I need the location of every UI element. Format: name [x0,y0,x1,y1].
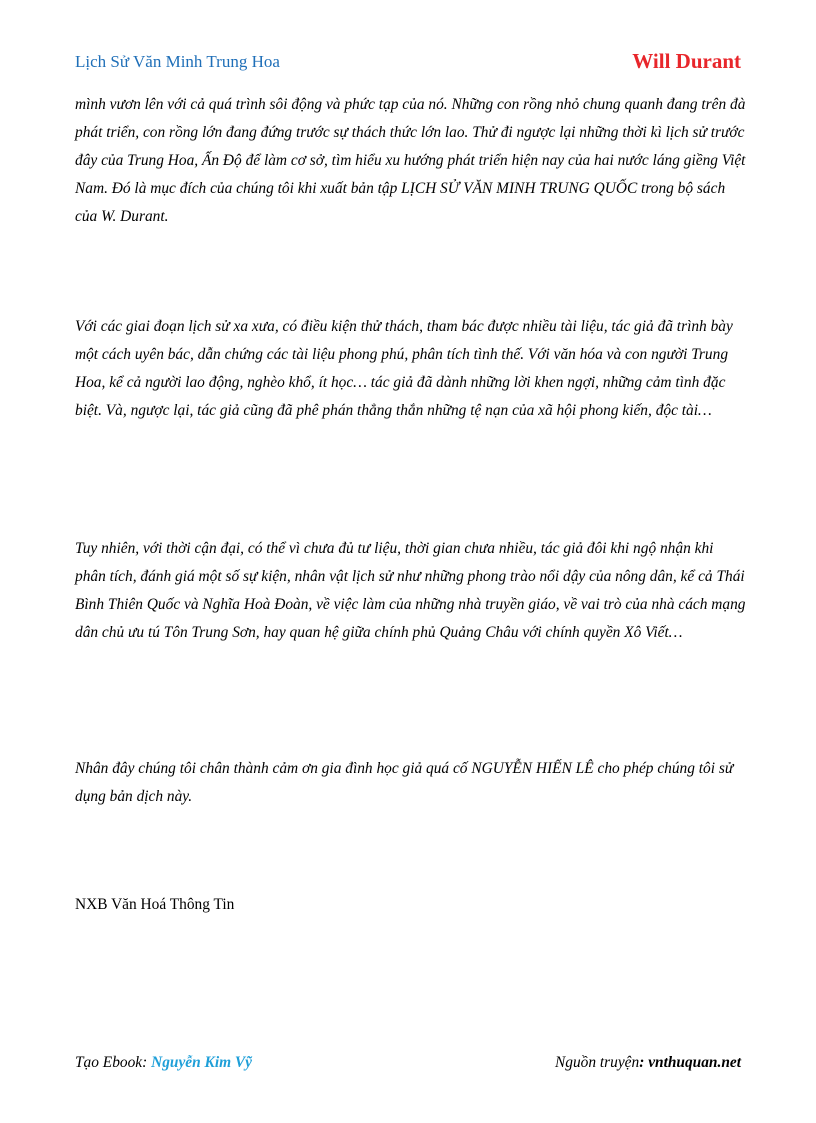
credit-name: Nguyễn Kim Vỹ [151,1054,253,1071]
publisher-signature: NXB Văn Hoá Thông Tin [75,896,235,913]
paragraph-3: Tuy nhiên, với thời cận đại, có thể vì chưa đủ tư liệu, thời gian chưa nhiều, tác giả đôi khi ngộ nhận khi phân tích, đánh giá một số sự kiện, nhân vật lịch sử như những phong trào nổi dậy của nông dân, kể cả Thái Bình Thiên Quốc và Nghĩa Hoà Đoàn, về việc làm của những nhà truyền giáo, về vai trò của nhà cách mạng dân chủ ưu tú Tôn Trung Sơn, hay quan hệ giữa chính phủ Quảng Châu với chính quyền Xô Viết… [75,540,746,641]
footer-source [555,1054,741,1072]
source-separator: : [639,1054,649,1071]
credit-separator: : [142,1054,152,1071]
book-title: Lịch Sử Văn Minh Trung Hoa [75,52,280,71]
source-link[interactable]: vnthuquan.net [648,1054,741,1071]
credit-label: Tạo Ebook [75,1054,143,1071]
footer-credit [75,1054,252,1072]
source-label: Nguồn truyện [554,1054,640,1071]
paragraph-1: mình vươn lên với cả quá trình sôi động và phức tạp của nó. Những con rồng nhỏ chung quanh đang trên đà phát triển, con rồng lớn đang đứng trước sự thách thức lớn lao. Thử đi ngược lại những thời kì lịch sử trước đây của Trung Hoa, Ấn Độ để làm cơ sở, tìm hiểu xu hướng phát triển hiện nay của hai nước láng giềng Việt Nam. Đó là mục đích của chúng tôi khi xuất bản tập LỊCH SỬ VĂN MINH TRUNG QUỐC trong bộ sách của W. Durant. [75,96,746,225]
paragraph-2: Với các giai đoạn lịch sử xa xưa, có điều kiện thử thách, tham bác được nhiều tài liệu, tác giả đã trình bày một cách uyên bác, dẫn chứng các tài liệu phong phú, phân tích tình thế. Với văn hóa và con người Trung Hoa, kể cả người lao động, nghèo khổ, ít học… tác giả đã dành những lời khen ngợi, những cảm tình đặc biệt. Và, ngược lại, tác giả cũng đã phê phán thẳng thắn những tệ nạn của xã hội phong kiến, độc tài… [75,318,733,419]
paragraph-4: Nhân đây chúng tôi chân thành cảm ơn gia đình học giả quá cố NGUYỄN HIẾN LÊ cho phép chúng tôi sử dụng bản dịch này. [75,760,734,805]
author-name: Will Durant [632,49,741,73]
